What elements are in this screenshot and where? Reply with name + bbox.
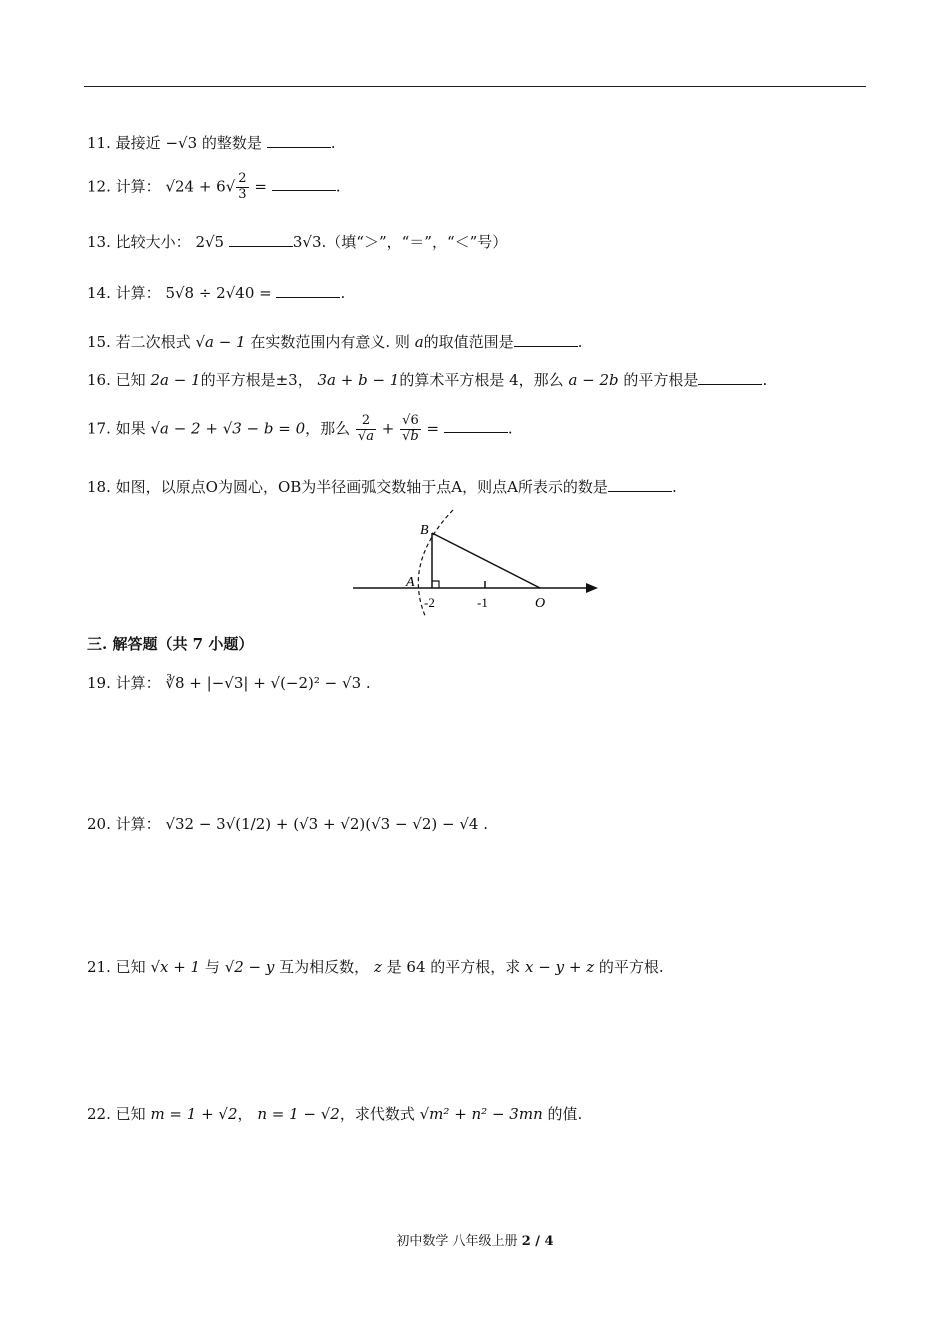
question-text: 的整数是 bbox=[201, 134, 262, 152]
equals-sign: = bbox=[426, 419, 440, 438]
punctuation: ， bbox=[237, 1105, 253, 1123]
punctuation: . bbox=[340, 284, 346, 302]
question-text: 计算： bbox=[115, 815, 161, 833]
number-line-figure bbox=[350, 508, 610, 627]
math-expression: n = 1 − √2 bbox=[257, 1105, 340, 1123]
fraction bbox=[400, 414, 421, 445]
question-text: .（填“＞”，“＝”，“＜”号） bbox=[321, 233, 508, 251]
numerator: 2 bbox=[356, 414, 376, 430]
question-text: 与 bbox=[204, 958, 220, 976]
math-expression: √a − 2 + √3 − b = 0 bbox=[150, 419, 306, 438]
question-number: 19. bbox=[87, 674, 111, 692]
question-text: 的平方根. bbox=[598, 958, 664, 976]
right-angle-mark bbox=[432, 581, 439, 588]
variable: z bbox=[373, 958, 382, 976]
answer-blank[interactable] bbox=[267, 135, 331, 148]
answer-blank[interactable] bbox=[514, 334, 578, 347]
question-text: 已知 bbox=[115, 371, 146, 389]
question-text: 的平方根是±3， bbox=[200, 371, 313, 389]
question-number: 11. bbox=[87, 134, 111, 152]
math-expression: √m² + n² − 3mn bbox=[419, 1105, 543, 1123]
plus-sign: + bbox=[381, 419, 395, 438]
label-B: B bbox=[420, 523, 429, 538]
question-text: 的算术平方根是 4，那么 bbox=[399, 371, 564, 389]
answer-blank[interactable] bbox=[276, 285, 340, 298]
math-expression: ∛8 + |−√3| + √(−2)² − √3 . bbox=[165, 674, 371, 692]
question-text: ，求代数式 bbox=[339, 1105, 415, 1123]
question-number: 20. bbox=[87, 815, 111, 833]
math-expression: m = 1 + √2 bbox=[150, 1105, 238, 1123]
question-number: 12. bbox=[87, 177, 111, 196]
punctuation: . bbox=[507, 419, 513, 438]
question-text: 已知 bbox=[115, 1105, 146, 1123]
question-text: 如果 bbox=[115, 419, 146, 438]
section-title: 三. 解答题（共 7 小题） bbox=[87, 635, 254, 653]
question-17 bbox=[87, 414, 513, 445]
question-number: 16. bbox=[87, 371, 111, 389]
answer-blank[interactable] bbox=[698, 372, 762, 385]
answer-blank[interactable] bbox=[444, 420, 508, 433]
question-22 bbox=[87, 1107, 582, 1122]
question-text: 计算： bbox=[115, 177, 161, 196]
math-expression: x − y + z bbox=[525, 958, 595, 976]
question-text: ，那么 bbox=[305, 419, 351, 438]
question-number: 18. bbox=[87, 478, 111, 496]
question-13 bbox=[87, 234, 507, 250]
triangle-hypotenuse-OB bbox=[432, 533, 540, 588]
question-11 bbox=[87, 135, 335, 151]
label-A: A bbox=[406, 575, 415, 590]
question-number: 15. bbox=[87, 333, 111, 351]
variable: a bbox=[414, 333, 424, 351]
question-19 bbox=[87, 676, 371, 691]
sqrt-symbol: √ bbox=[225, 177, 236, 196]
question-number: 13. bbox=[87, 233, 111, 251]
math-expression: 3√3 bbox=[292, 233, 322, 251]
math-expression: 5√8 ÷ 2√40 = bbox=[165, 284, 277, 302]
question-text: 已知 bbox=[115, 958, 146, 976]
question-text: 最接近 bbox=[115, 134, 161, 152]
question-12 bbox=[87, 172, 340, 203]
answer-blank[interactable] bbox=[272, 178, 336, 191]
tick-label-minus-2: -2 bbox=[424, 595, 435, 610]
math-expression: √24 + 6 bbox=[165, 177, 226, 196]
punctuation: . bbox=[671, 478, 677, 496]
math-expression: a − 2b bbox=[568, 371, 619, 389]
answer-blank[interactable] bbox=[608, 479, 672, 492]
figure-svg bbox=[350, 508, 610, 623]
header-rule bbox=[84, 86, 866, 87]
question-text: 的值. bbox=[547, 1105, 583, 1123]
question-text: 的平方根是 bbox=[623, 371, 699, 389]
fraction bbox=[356, 414, 376, 445]
question-text: 如图，以原点O为圆心，OB为半径画弧交数轴于点A，则点A所表示的数是 bbox=[115, 478, 608, 496]
punctuation: . bbox=[577, 333, 583, 351]
numerator: 2 bbox=[238, 171, 247, 186]
math-expression: √a − 1 bbox=[195, 333, 246, 351]
math-expression: = bbox=[254, 177, 272, 196]
question-number: 21. bbox=[87, 958, 111, 976]
denominator: 3 bbox=[238, 186, 247, 202]
question-number: 14. bbox=[87, 284, 111, 302]
denominator: √b bbox=[402, 428, 419, 444]
question-text: 若二次根式 bbox=[115, 333, 191, 351]
question-text: 的取值范围是 bbox=[423, 333, 514, 351]
fraction bbox=[236, 172, 248, 203]
math-expression: −√3 bbox=[165, 134, 198, 152]
question-20 bbox=[87, 817, 488, 832]
math-expression: √2 − y bbox=[224, 958, 275, 976]
math-expression: 3a + b − 1 bbox=[317, 371, 400, 389]
denominator: √a bbox=[357, 428, 374, 444]
question-14 bbox=[87, 285, 345, 301]
label-O: O bbox=[535, 596, 546, 611]
question-text: 计算： bbox=[115, 284, 161, 302]
question-number: 17. bbox=[87, 419, 111, 438]
page-footer bbox=[0, 1230, 950, 1249]
math-expression: √32 − 3√(1/2) + (√3 + √2)(√3 − √2) − √4 . bbox=[165, 815, 489, 833]
question-text: 在实数范围内有意义. 则 bbox=[250, 333, 410, 351]
math-expression: 2a − 1 bbox=[150, 371, 201, 389]
question-text: 计算： bbox=[115, 674, 161, 692]
punctuation: . bbox=[762, 371, 768, 389]
question-text: 互为相反数， bbox=[279, 958, 370, 976]
question-18 bbox=[87, 479, 677, 495]
question-text: 比较大小： bbox=[115, 233, 191, 251]
numerator: √6 bbox=[400, 414, 421, 430]
question-21 bbox=[87, 960, 664, 975]
question-text: 是 64 的平方根，求 bbox=[386, 958, 521, 976]
footer-text: 初中数学 八年级上册 bbox=[396, 1234, 518, 1249]
punctuation: . bbox=[330, 134, 336, 152]
question-number: 22. bbox=[87, 1105, 111, 1123]
page-number: 2 / 4 bbox=[521, 1234, 554, 1249]
question-16 bbox=[87, 372, 767, 388]
punctuation: . bbox=[335, 177, 341, 196]
answer-blank[interactable] bbox=[229, 234, 293, 247]
math-expression: √x + 1 bbox=[150, 958, 201, 976]
tick-label-minus-1: -1 bbox=[477, 595, 488, 610]
question-15 bbox=[87, 334, 582, 350]
math-expression: 2√5 bbox=[195, 233, 225, 251]
axis-arrow-icon bbox=[586, 583, 598, 593]
